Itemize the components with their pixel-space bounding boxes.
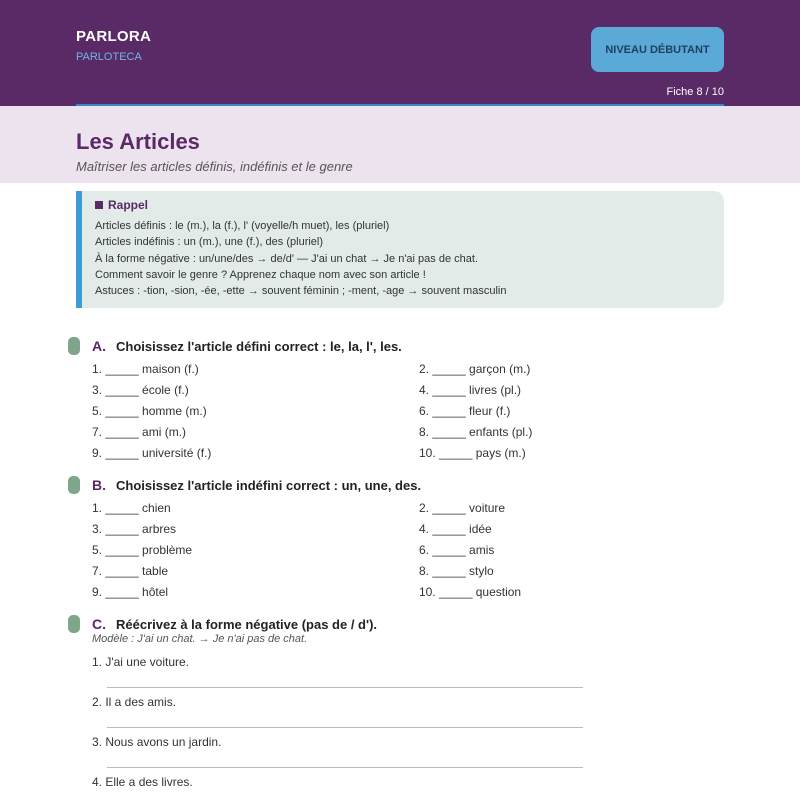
page-counter: Fiche 8 / 10 <box>666 86 724 98</box>
section-marker-icon <box>68 476 80 494</box>
square-bullet-icon <box>95 201 103 209</box>
header-bar <box>0 0 800 106</box>
exercise-item: 8. _____ stylo <box>419 564 494 578</box>
section-instruction: Choisissez l'article défini correct : le, la, l', les. <box>116 339 402 354</box>
answer-line[interactable] <box>107 767 583 768</box>
exercise-item: 10. _____ pays (m.) <box>419 446 526 460</box>
answer-line[interactable] <box>107 727 583 728</box>
rappel-box <box>76 191 724 308</box>
exercise-item: 9. _____ université (f.) <box>92 446 212 460</box>
exercise-item: 2. _____ garçon (m.) <box>419 362 531 376</box>
exercise-item: 3. _____ arbres <box>92 522 177 536</box>
section-letter: C. <box>92 616 106 632</box>
exercise-item: 2. _____ voiture <box>419 501 506 515</box>
exercise-item: 9. _____ hôtel <box>92 585 169 599</box>
exercise-item: 3. _____ école (f.) <box>92 383 189 397</box>
level-badge: NIVEAU DÉBUTANT <box>591 27 724 72</box>
sentence-item: 4. Elle a des livres. <box>92 775 193 789</box>
section-a-heading <box>92 338 402 354</box>
page-title: Les Articles <box>76 129 200 154</box>
exercise-item: 1. _____ chien <box>92 501 171 515</box>
section-marker-icon <box>68 615 80 633</box>
rappel-lines <box>95 218 506 299</box>
rappel-title-text: Rappel <box>108 198 149 212</box>
exercise-item: 6. _____ fleur (f.) <box>419 404 511 418</box>
example-sentence: Modèle : J'ai un chat. → Je n'ai pas de chat. <box>92 633 308 645</box>
exercise-item: 5. _____ problème <box>92 543 193 557</box>
section-letter: B. <box>92 477 106 493</box>
exercise-item: 5. _____ homme (m.) <box>92 404 207 418</box>
exercise-item: 4. _____ idée <box>419 522 492 536</box>
exercise-item: 8. _____ enfants (pl.) <box>419 425 533 439</box>
rappel-line: Articles définis : le (m.), la (f.), l' (voyelle/h muet), les (pluriel) <box>95 220 390 232</box>
rappel-line: À la forme négative : un/une/des → de/d' — J'ai un chat → Je n'ai pas de chat. <box>95 252 478 265</box>
exercise-item: 7. _____ ami (m.) <box>92 425 187 439</box>
sentence-item: 1. J'ai une voiture. <box>92 655 190 669</box>
rappel-heading <box>95 198 148 212</box>
section-instruction: Choisissez l'article indéfini correct : un, une, des. <box>116 478 422 493</box>
rappel-line: Comment savoir le genre ? Apprenez chaque nom avec son article ! <box>95 268 426 281</box>
sentence-item: 2. Il a des amis. <box>92 695 177 709</box>
answer-line[interactable] <box>107 687 583 688</box>
exercise-item: 1. _____ maison (f.) <box>92 362 199 376</box>
section-b-heading <box>92 477 421 493</box>
page-subtitle: Maîtriser les articles définis, indéfinis et le genre <box>76 159 353 174</box>
rappel-line: Astuces : -tion, -sion, -ée, -ette → souvent féminin ; -ment, -age → souvent masculin <box>95 285 507 298</box>
sentence-item: 3. Nous avons un jardin. <box>92 735 222 749</box>
brand-name: PARLORA <box>76 28 152 45</box>
exercise-item: 6. _____ amis <box>419 543 495 557</box>
exercise-item: 4. _____ livres (pl.) <box>419 383 522 397</box>
exercise-item: 10. _____ question <box>419 585 522 599</box>
section-c-heading <box>92 616 377 632</box>
sub-brand: PARLOTECA <box>76 51 142 63</box>
section-marker-icon <box>68 337 80 355</box>
section-instruction: Réécrivez à la forme négative (pas de / d'). <box>116 617 378 632</box>
rappel-line: Articles indéfinis : un (m.), une (f.), des (pluriel) <box>95 236 324 249</box>
section-letter: A. <box>92 338 106 354</box>
exercise-item: 7. _____ table <box>92 564 169 578</box>
